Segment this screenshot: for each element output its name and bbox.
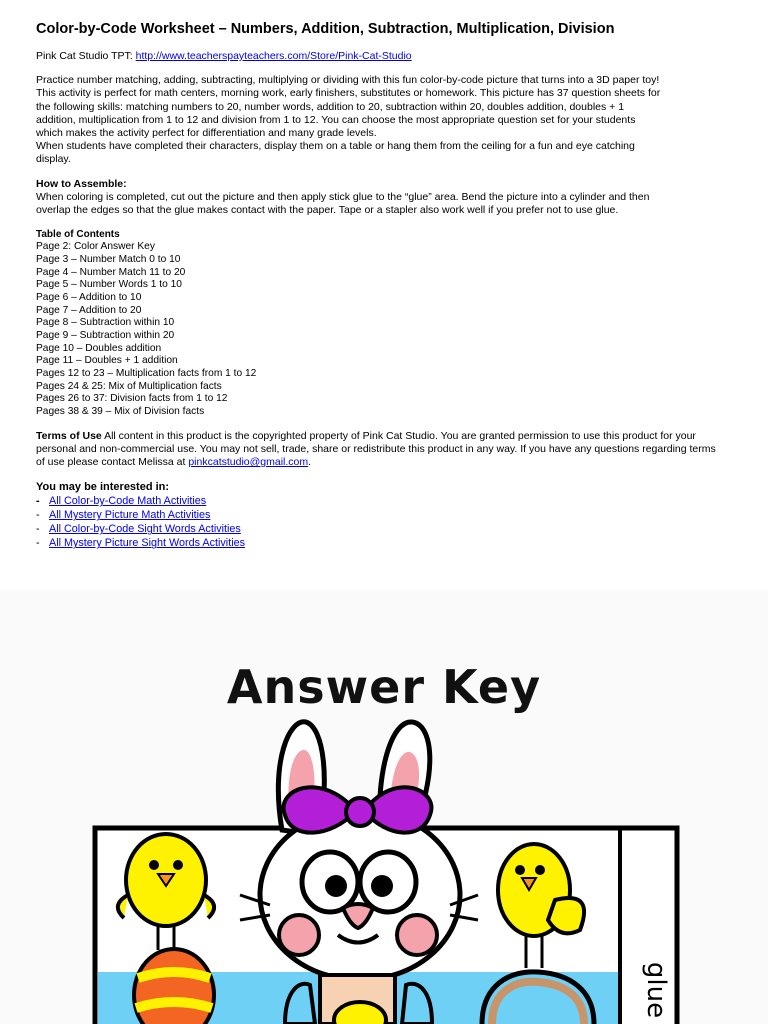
toc-item: Page 8 – Subtraction within 10 <box>36 317 175 329</box>
terms-text: . <box>308 456 312 469</box>
intro-line: the following skills: matching numbers to 20, number words, addition to 20, subtraction within 20, doubles addition, doubles + 1 <box>36 100 625 113</box>
list-dash: - <box>36 523 40 536</box>
interest-item <box>36 494 736 508</box>
toc-item: Page 10 – Doubles addition <box>36 342 162 354</box>
toc-item: Pages 24 & 25: Mix of Multiplication facts <box>36 380 222 392</box>
interest-item <box>36 536 736 550</box>
toc-item: Pages 38 & 39 – Mix of Division facts <box>36 405 205 417</box>
toc-item: Page 4 – Number Match 11 to 20 <box>36 266 186 278</box>
toc-item: Page 9 – Subtraction within 20 <box>36 330 175 342</box>
list-dash: - <box>36 495 40 508</box>
toc-heading: Table of Contents <box>36 229 120 241</box>
document-title: Color-by-Code Worksheet – Numbers, Addition, Subtraction, Multiplication, Division <box>36 21 615 37</box>
toc-item: Page 6 – Addition to 10 <box>36 292 142 304</box>
store-line <box>36 50 736 63</box>
toc-item: Page 7 – Addition to 20 <box>36 304 142 316</box>
toc-item: Page 2: Color Answer Key <box>36 241 155 253</box>
interest-link[interactable]: All Color-by-Code Math Activities <box>49 495 207 508</box>
interest-link[interactable]: All Mystery Picture Math Activities <box>49 509 211 522</box>
intro-line: Practice number matching, adding, subtracting, multiplying or dividing with this fun color-by-code picture that turns into a 3D paper toy! <box>36 74 660 87</box>
interest-item <box>36 508 736 522</box>
glue-label: glue <box>641 961 671 1019</box>
toc-item: Pages 26 to 37: Division facts from 1 to 12 <box>36 393 228 405</box>
intro-line: When students have completed their characters, display them on a table or hang them from the ceiling for a fun and eye catching <box>36 140 635 153</box>
answer-key-title: Answer Key <box>226 660 542 714</box>
interest-heading: You may be interested in: <box>36 481 170 494</box>
bunny-cheek-left <box>279 915 319 955</box>
terms-text: personal and non-commercial use. You may not sell, trade, share or redistribute this product in any way. If you have any questions regarding terms <box>36 442 716 455</box>
assemble-line: overlap the edges so that the glue makes contact with the paper. Tape or a stapler also work well if you prefer not to use glue. <box>36 204 619 217</box>
terms-section <box>36 430 736 470</box>
intro-paragraph <box>36 74 736 166</box>
intro-line: which makes the activity perfect for differentiation and many grade levels. <box>36 127 377 140</box>
list-dash: - <box>36 537 40 550</box>
toc-item: Pages 12 to 23 – Multiplication facts from 1 to 12 <box>36 368 257 379</box>
small-chick <box>334 1002 386 1024</box>
assemble-heading: How to Assemble: <box>36 177 127 190</box>
terms-heading: Terms of Use <box>36 429 102 442</box>
intro-line: addition, multiplication from 1 to 12 and division from 1 to 12. You can choose the most appropriate question set for your students <box>36 113 636 126</box>
list-dash: - <box>36 509 40 522</box>
interest-list <box>36 494 736 550</box>
toc-item: Page 5 – Number Words 1 to 10 <box>36 279 182 291</box>
document-text <box>36 20 736 550</box>
table-of-contents <box>36 241 736 418</box>
bunny-paper-toy-illustration <box>0 700 768 1024</box>
interest-link[interactable]: All Color-by-Code Sight Words Activities <box>49 523 241 536</box>
egg-icon <box>134 949 214 1024</box>
toc-item: Page 11 – Doubles + 1 addition <box>36 355 178 367</box>
intro-line: This activity is perfect for math centers, morning work, early finishers, substitutes or homework. This picture has 37 question sheets for <box>36 87 661 100</box>
interest-item <box>36 522 736 536</box>
bunny-pupil-left <box>325 875 347 897</box>
bow-icon <box>284 787 432 832</box>
store-link[interactable]: http://www.teacherspayteachers.com/Store/Pink-Cat-Studio <box>135 50 412 62</box>
assemble-section <box>36 178 736 218</box>
intro-line: display. <box>36 153 71 166</box>
assemble-line: When coloring is completed, cut out the picture and then apply stick glue to the “glue” area. Bend the picture into a cylinder and then <box>36 190 650 203</box>
interest-link[interactable]: All Mystery Picture Sight Words Activities <box>49 537 245 550</box>
store-prefix: Pink Cat Studio TPT: <box>36 50 136 62</box>
toc-item: Page 3 – Number Match 0 to 10 <box>36 254 181 266</box>
bunny-pupil-right <box>371 875 393 897</box>
terms-text: All content in this product is the copyrighted property of Pink Cat Studio. You are granted permission to use this product for your <box>101 429 696 442</box>
bunny-cheek-right <box>397 915 437 955</box>
terms-text: of use please contact Melissa at <box>36 456 189 469</box>
email-link[interactable]: pinkcatstudio@gmail.com <box>188 456 309 469</box>
